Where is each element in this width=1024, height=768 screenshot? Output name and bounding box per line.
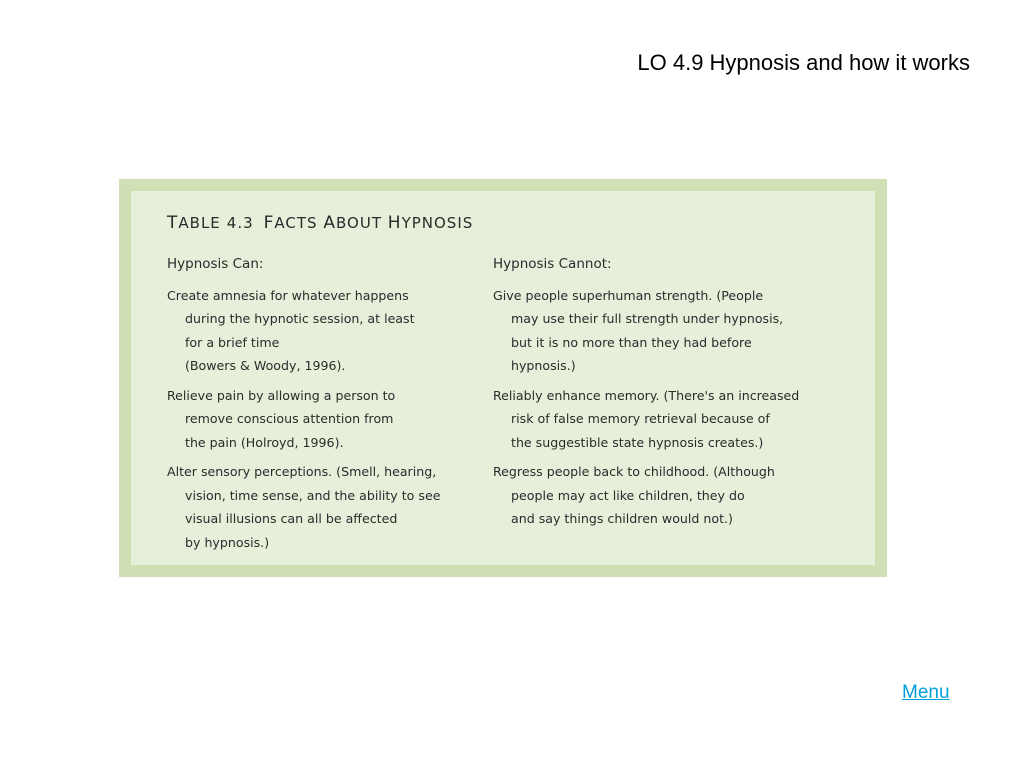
entry-line: Create amnesia for whatever happens [167,287,409,303]
entry-line: Reliably enhance memory. (There's an increased [493,387,800,403]
column-header-can: Hypnosis Can: [167,256,264,272]
facts-table-body [131,191,875,565]
entry-line: the pain (Holroyd, 1996). [185,434,344,450]
table-title-bout: BOUT [336,214,382,232]
column-header-cannot: Hypnosis Cannot: [493,256,612,272]
menu-link[interactable]: Menu [902,682,950,703]
entry-line: hypnosis.) [511,358,576,373]
entry-line: may use their full strength under hypnosis, [511,311,784,326]
entry-line: for a brief time [185,334,280,350]
entry-line: visual illusions can all be affected [185,511,398,526]
table-heading [167,213,875,233]
entry-line: vision, time sense, and the ability to see [185,487,441,503]
table-title-ypnosis: YPNOSIS [401,214,474,232]
table-label-initial: T [167,213,179,233]
entry-line: risk of false memory retrieval because of [511,411,770,426]
list-item [167,460,493,554]
entry-line: the suggestible state hypnosis creates.) [511,434,764,450]
table-number: 4.3 [226,214,254,232]
table-title-h: H [387,213,402,233]
list-item [493,284,853,378]
table-title-a: A [323,213,336,233]
list-item [493,384,853,455]
entry-line: by hypnosis.) [185,534,270,550]
entry-line: Regress people back to childhood. (Although [493,464,775,479]
entry-line: Give people superhuman strength. (People [493,287,764,303]
column-can [167,253,493,560]
entry-line: and say things children would not.) [511,511,733,526]
table-label-rest: ABLE [178,214,221,232]
column-cannot [493,253,853,560]
facts-table [119,179,887,577]
entry-line: Alter sensory perceptions. (Smell, hearing, [167,464,437,479]
entry-line: (Bowers & Woody, 1996). [185,358,346,373]
entry-line: but it is no more than they had before [511,334,752,350]
table-title-acts: ACTS [274,214,318,232]
entry-line: people may act like children, they do [511,487,745,503]
list-item [167,384,493,455]
slide-title: LO 4.9 Hypnosis and how it works [637,50,970,75]
list-item [493,460,853,531]
list-item [167,284,493,378]
table-columns [167,253,875,560]
entry-line: Relieve pain by allowing a person to [167,387,396,403]
entry-line: remove conscious attention from [185,411,394,426]
table-title-f: F [263,213,275,233]
entry-line: during the hypnotic session, at least [185,311,415,326]
